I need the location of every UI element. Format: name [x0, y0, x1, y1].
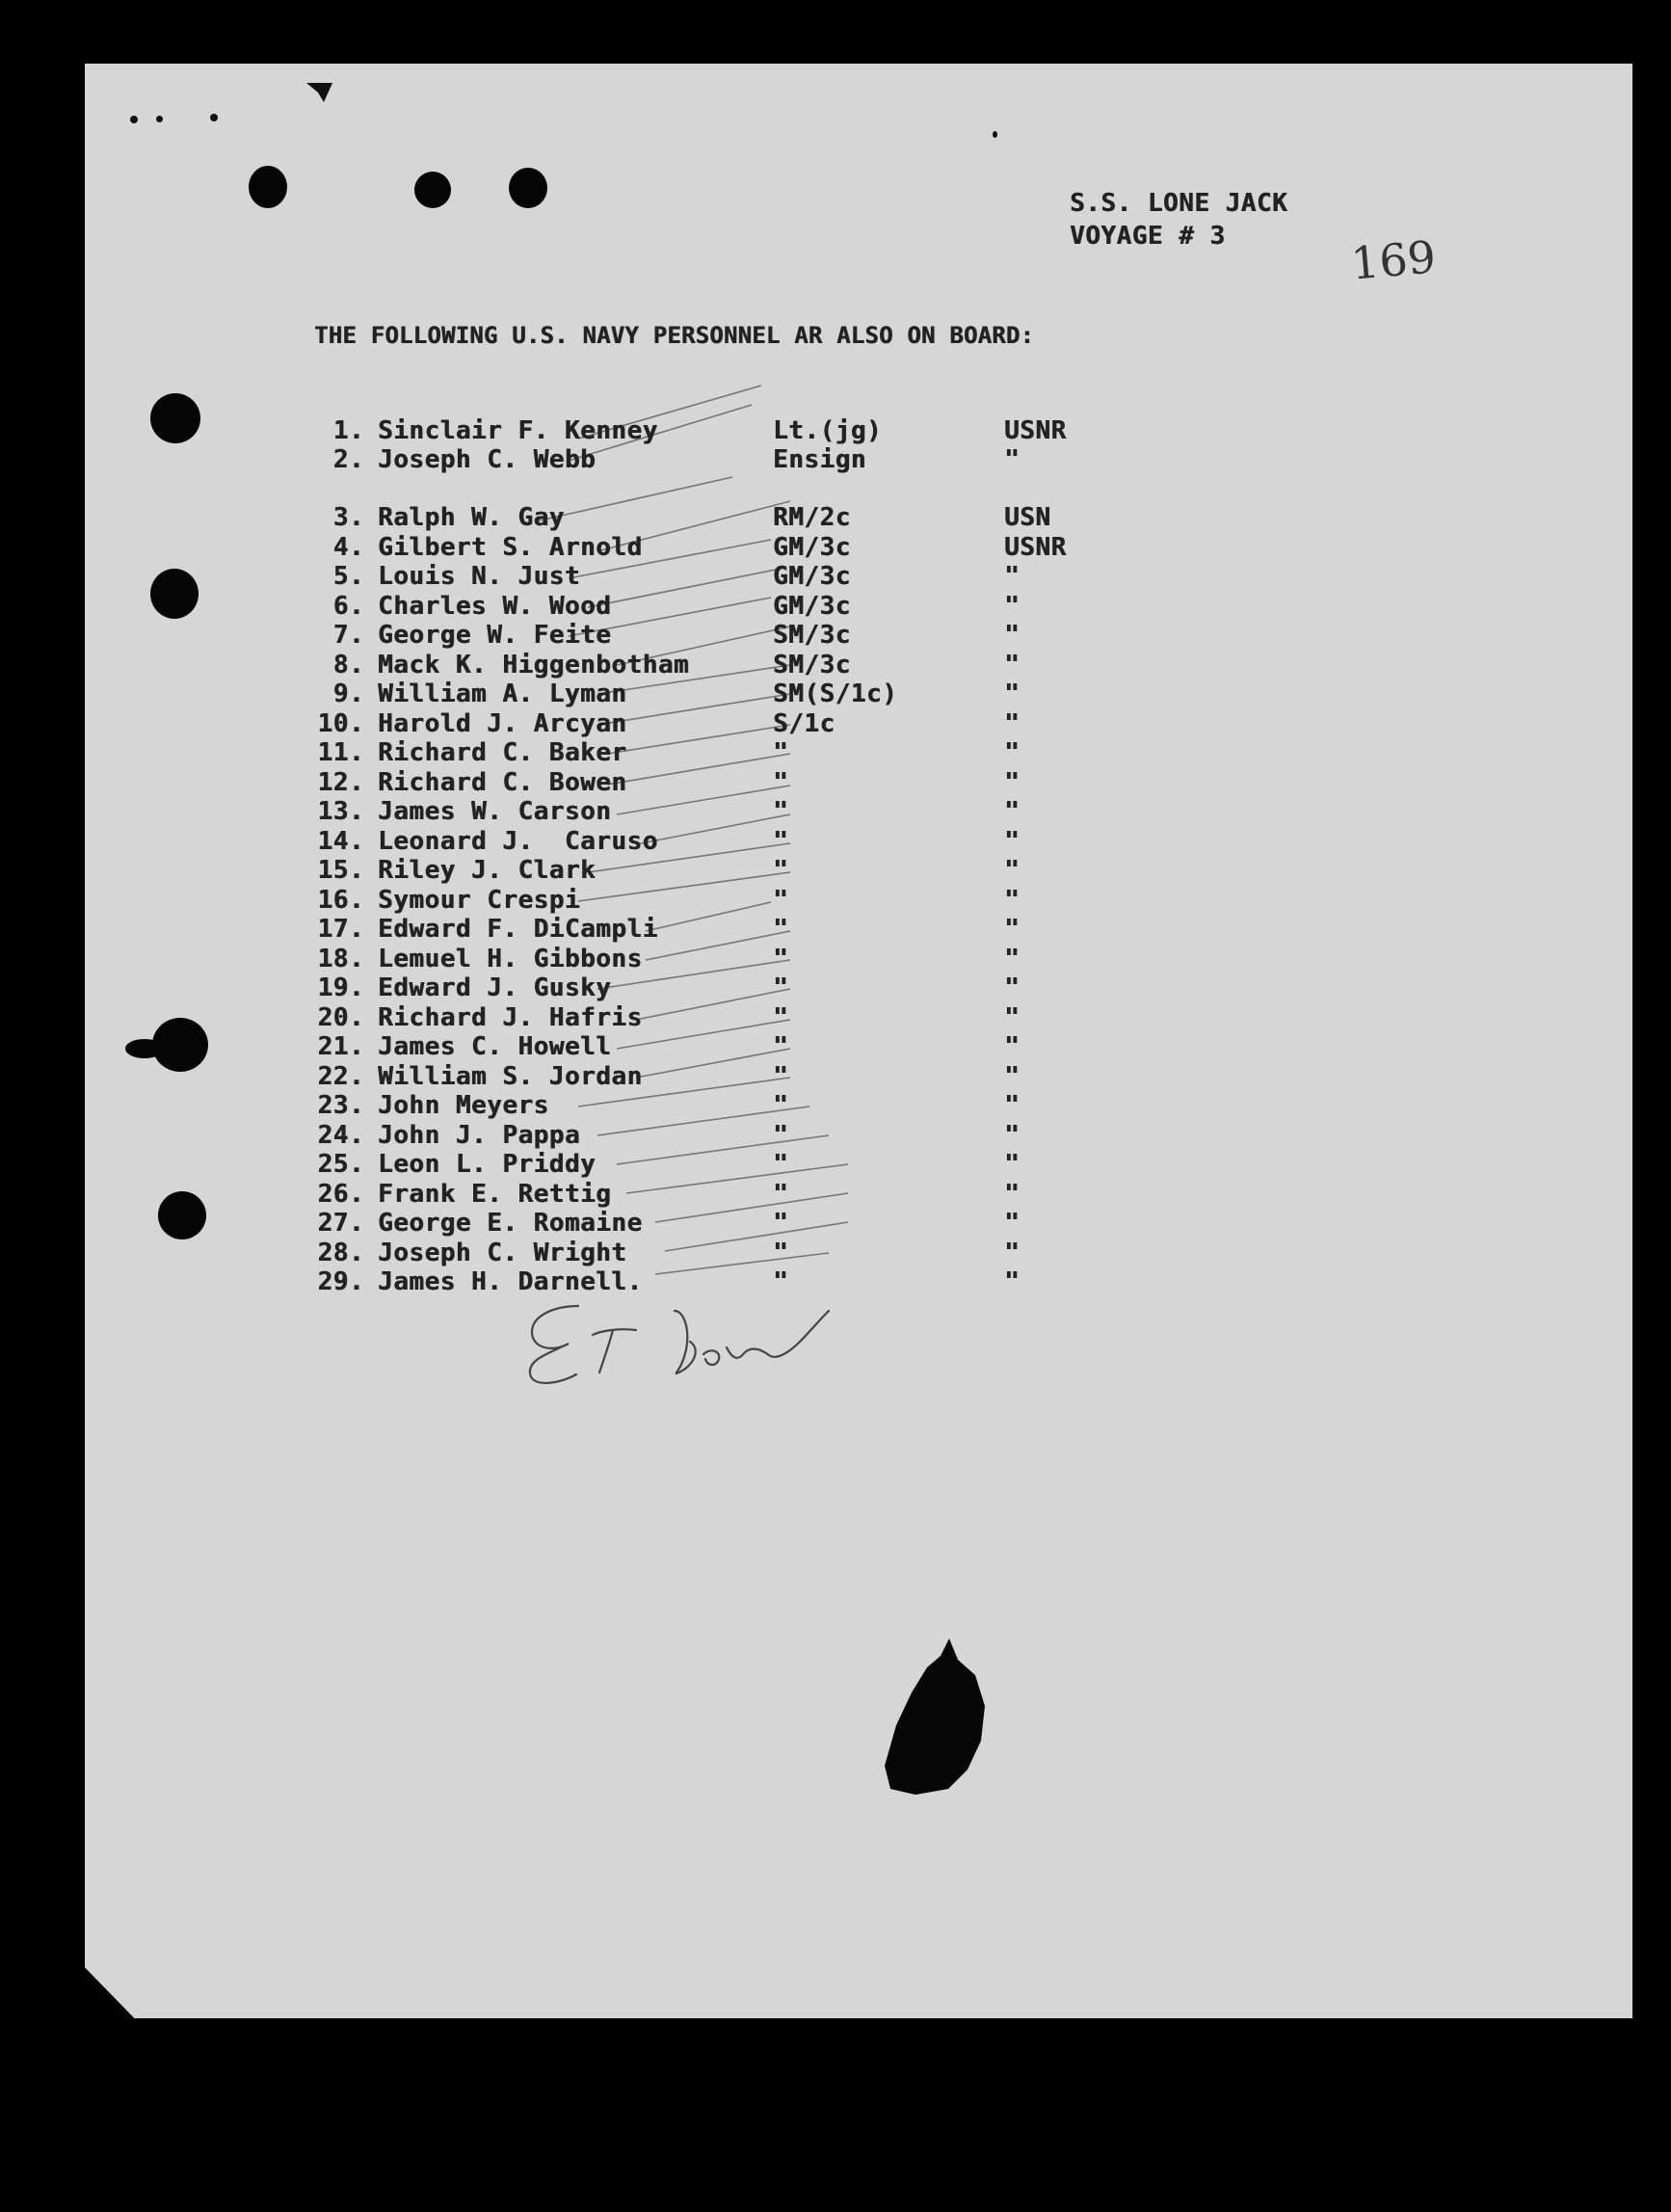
personnel-number: 16.	[317, 886, 364, 915]
personnel-rate: "	[773, 945, 789, 973]
personnel-name: Richard C. Bowen	[378, 768, 627, 797]
personnel-name: Mack K. Higgenbotham	[378, 651, 690, 680]
personnel-number: 10.	[317, 709, 364, 738]
personnel-name: Joseph C. Wright	[378, 1239, 627, 1267]
personnel-number: 27.	[317, 1209, 364, 1238]
personnel-number: 29.	[317, 1267, 364, 1296]
personnel-name: Sinclair F. Kenney	[378, 416, 658, 445]
personnel-rate: "	[773, 973, 789, 1002]
personnel-branch: USNR	[1004, 533, 1067, 562]
personnel-branch: "	[1004, 856, 1021, 885]
personnel-name: John Meyers	[378, 1091, 549, 1120]
personnel-branch: "	[1004, 1091, 1021, 1120]
personnel-number: 1.	[332, 416, 364, 445]
personnel-branch: "	[1004, 1239, 1021, 1267]
personnel-number: 20.	[317, 1003, 364, 1032]
personnel-branch: USN	[1004, 503, 1051, 532]
personnel-rate: "	[773, 1267, 789, 1296]
voyage-number: VOYAGE # 3	[1070, 222, 1226, 251]
personnel-name: Leonard J. Caruso	[378, 827, 658, 856]
personnel-name: Leon L. Priddy	[378, 1150, 597, 1179]
stain-blot	[885, 1639, 985, 1795]
personnel-number: 6.	[332, 592, 364, 621]
personnel-rate: "	[773, 768, 789, 797]
personnel-branch: "	[1004, 797, 1021, 826]
personnel-number: 25.	[317, 1150, 364, 1179]
personnel-number: 19.	[317, 973, 364, 1002]
personnel-rate: "	[773, 1032, 789, 1061]
personnel-name: James W. Carson	[378, 797, 612, 826]
personnel-rate: "	[773, 797, 789, 826]
personnel-number: 8.	[332, 651, 364, 680]
personnel-number: 24.	[317, 1121, 364, 1150]
personnel-branch: "	[1004, 738, 1021, 767]
personnel-name: Charles W. Wood	[378, 592, 612, 621]
personnel-rate: SM/3c	[773, 651, 851, 680]
personnel-branch: "	[1004, 1180, 1021, 1209]
personnel-number: 17.	[317, 915, 364, 944]
personnel-rate: "	[773, 856, 789, 885]
personnel-branch: "	[1004, 562, 1021, 591]
personnel-number: 9.	[332, 680, 364, 708]
personnel-number: 14.	[317, 827, 364, 856]
personnel-name: Riley J. Clark	[378, 856, 597, 885]
personnel-number: 18.	[317, 945, 364, 973]
personnel-name: George W. Feite	[378, 621, 612, 650]
personnel-name: Richard J. Hafris	[378, 1003, 643, 1032]
personnel-rate: GM/3c	[773, 562, 851, 591]
personnel-name: Lemuel H. Gibbons	[378, 945, 643, 973]
personnel-branch: "	[1004, 1267, 1021, 1296]
personnel-branch: "	[1004, 945, 1021, 973]
personnel-name: Harold J. Arcyan	[378, 709, 627, 738]
personnel-name: Joseph C. Webb	[378, 445, 597, 474]
personnel-branch: "	[1004, 1032, 1021, 1061]
personnel-number: 13.	[317, 797, 364, 826]
personnel-number: 23.	[317, 1091, 364, 1120]
personnel-rate: "	[773, 1150, 789, 1179]
personnel-branch: "	[1004, 651, 1021, 680]
personnel-branch: USNR	[1004, 416, 1067, 445]
torn-corner	[306, 83, 332, 102]
personnel-branch: "	[1004, 1209, 1021, 1238]
personnel-rate: Ensign	[773, 445, 866, 474]
personnel-name: Gilbert S. Arnold	[378, 533, 643, 562]
personnel-branch: "	[1004, 445, 1021, 474]
personnel-number: 7.	[332, 621, 364, 650]
personnel-name: William S. Jordan	[378, 1062, 643, 1091]
personnel-rate: "	[773, 1003, 789, 1032]
personnel-branch: "	[1004, 827, 1021, 856]
personnel-number: 5.	[332, 562, 364, 591]
personnel-branch: "	[1004, 768, 1021, 797]
personnel-branch: "	[1004, 1150, 1021, 1179]
personnel-branch: "	[1004, 709, 1021, 738]
ship-name: S.S. LONE JACK	[1070, 189, 1288, 218]
intro-heading: THE FOLLOWING U.S. NAVY PERSONNEL AR ALSO ON BOARD:	[314, 322, 1035, 349]
personnel-number: 12.	[317, 768, 364, 797]
personnel-name: James H. Darnell.	[378, 1267, 643, 1296]
personnel-name: Louis N. Just	[378, 562, 580, 591]
personnel-number: 4.	[332, 533, 364, 562]
personnel-name: Ralph W. Gay	[378, 503, 565, 532]
personnel-branch: "	[1004, 592, 1021, 621]
personnel-name: Edward J. Gusky	[378, 973, 612, 1002]
personnel-rate: "	[773, 915, 789, 944]
personnel-rate: "	[773, 886, 789, 915]
personnel-branch: "	[1004, 621, 1021, 650]
personnel-rate: "	[773, 1209, 789, 1238]
personnel-name: George E. Romaine	[378, 1209, 643, 1238]
personnel-name: James C. Howell	[378, 1032, 612, 1061]
personnel-branch: "	[1004, 886, 1021, 915]
personnel-rate: SM(S/1c)	[773, 680, 898, 708]
personnel-number: 15.	[317, 856, 364, 885]
personnel-number: 11.	[317, 738, 364, 767]
personnel-branch: "	[1004, 915, 1021, 944]
personnel-rate: GM/3c	[773, 533, 851, 562]
personnel-rate: S/1c	[773, 709, 836, 738]
personnel-branch: "	[1004, 1121, 1021, 1150]
personnel-number: 3.	[332, 503, 364, 532]
personnel-rate: GM/3c	[773, 592, 851, 621]
personnel-branch: "	[1004, 1003, 1021, 1032]
personnel-number: 28.	[317, 1239, 364, 1267]
personnel-number: 21.	[317, 1032, 364, 1061]
personnel-rate: "	[773, 1062, 789, 1091]
personnel-rate: "	[773, 827, 789, 856]
personnel-rate: "	[773, 738, 789, 767]
personnel-number: 2.	[332, 445, 364, 474]
personnel-rate: Lt.(jg)	[773, 416, 883, 445]
personnel-name: William A. Lyman	[378, 680, 627, 708]
personnel-branch: "	[1004, 1062, 1021, 1091]
personnel-rate: "	[773, 1239, 789, 1267]
personnel-rate: "	[773, 1091, 789, 1120]
signature	[530, 1306, 829, 1383]
personnel-number: 22.	[317, 1062, 364, 1091]
personnel-name: Frank E. Rettig	[378, 1180, 612, 1209]
personnel-number: 26.	[317, 1180, 364, 1209]
personnel-name: Symour Crespi	[378, 886, 580, 915]
personnel-name: Richard C. Baker	[378, 738, 627, 767]
personnel-rate: "	[773, 1180, 789, 1209]
personnel-branch: "	[1004, 680, 1021, 708]
page-folio-number: 169	[1348, 230, 1438, 290]
personnel-name: John J. Pappa	[378, 1121, 580, 1150]
personnel-rate: RM/2c	[773, 503, 851, 532]
personnel-rate: "	[773, 1121, 789, 1150]
personnel-rate: SM/3c	[773, 621, 851, 650]
personnel-branch: "	[1004, 973, 1021, 1002]
personnel-name: Edward F. DiCampli	[378, 915, 658, 944]
